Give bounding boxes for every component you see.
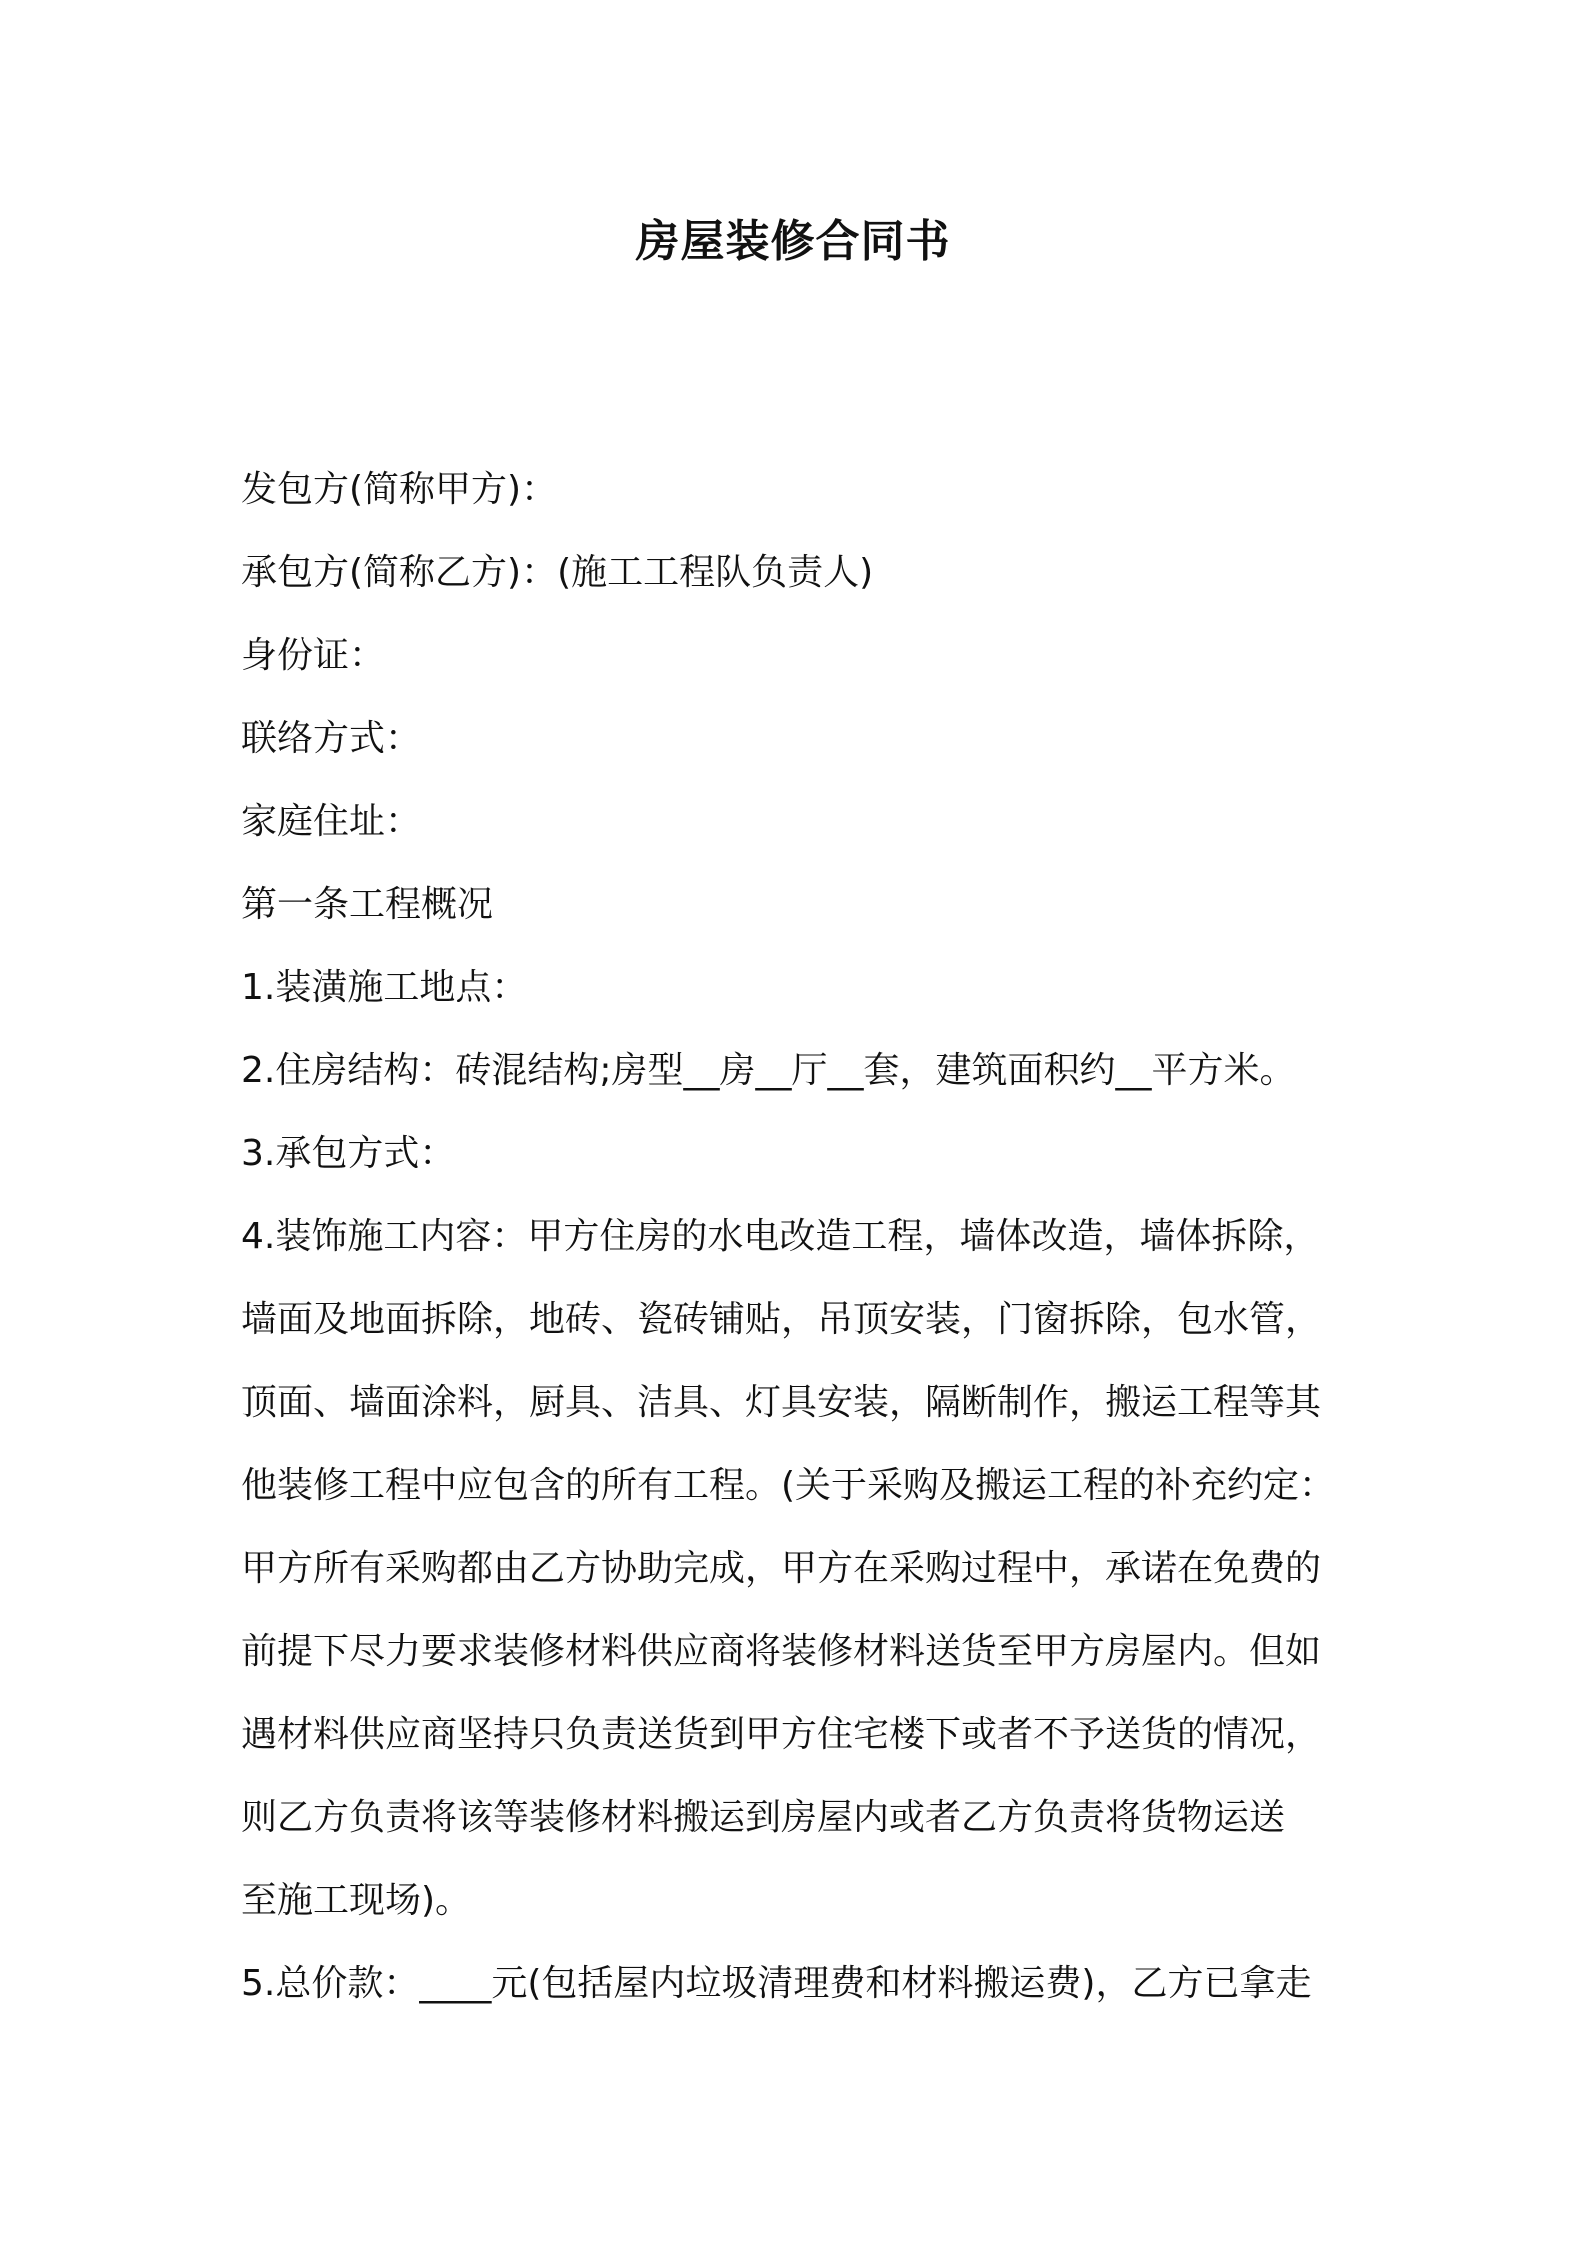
clause-4-line: 前提下尽力要求装修材料供应商将装修材料送货至甲方房屋内。但如 [241,1631,1322,1672]
clause-4-line: 甲方所有采购都由乙方协助完成，甲方在采购过程中，承诺在免费的 [241,1548,1322,1589]
clause-4-line: 他装修工程中应包含的所有工程。(关于采购及搬运工程的补充约定： [241,1465,1336,1506]
address-line: 家庭住址： [241,801,422,842]
clause-3-line: 3.承包方式： [241,1133,456,1174]
clause-4-line: 顶面、墙面涂料，厨具、洁具、灯具安装，隔断制作，搬运工程等其 [241,1382,1322,1423]
clause-5-line: 5.总价款：____元(包括屋内垃圾清理费和材料搬运费)，乙方已拿走 [241,1963,1312,2004]
clause-4-line: 4.装饰施工内容：甲方住房的水电改造工程，墙体改造，墙体拆除， [241,1216,1320,1257]
clause-2-line: 2.住房结构：砖混结构;房型__房__厅__套，建筑面积约__平方米。 [241,1050,1296,1091]
article-one-heading: 第一条工程概况 [241,884,494,925]
clause-4-line: 墙面及地面拆除，地砖、瓷砖铺贴，吊顶安装，门窗拆除，包水管， [241,1299,1322,1340]
party-b-line: 承包方(简称乙方)：(施工工程队负责人) [241,552,874,593]
contact-line: 联络方式： [241,718,422,759]
document-body [241,448,1361,2025]
clause-4-line: 则乙方负责将该等装修材料搬运到房屋内或者乙方负责将货物运送 [241,1797,1286,1838]
document-title: 房屋装修合同书 [635,216,951,267]
party-a-line: 发包方(简称甲方)： [241,469,558,510]
clause-1-line: 1.装潢施工地点： [241,967,528,1008]
clause-4-line: 至施工现场)。 [241,1880,472,1921]
clause-4-line: 遇材料供应商坚持只负责送货到甲方住宅楼下或者不予送货的情况， [241,1714,1322,1755]
id-card-line: 身份证： [241,635,386,676]
